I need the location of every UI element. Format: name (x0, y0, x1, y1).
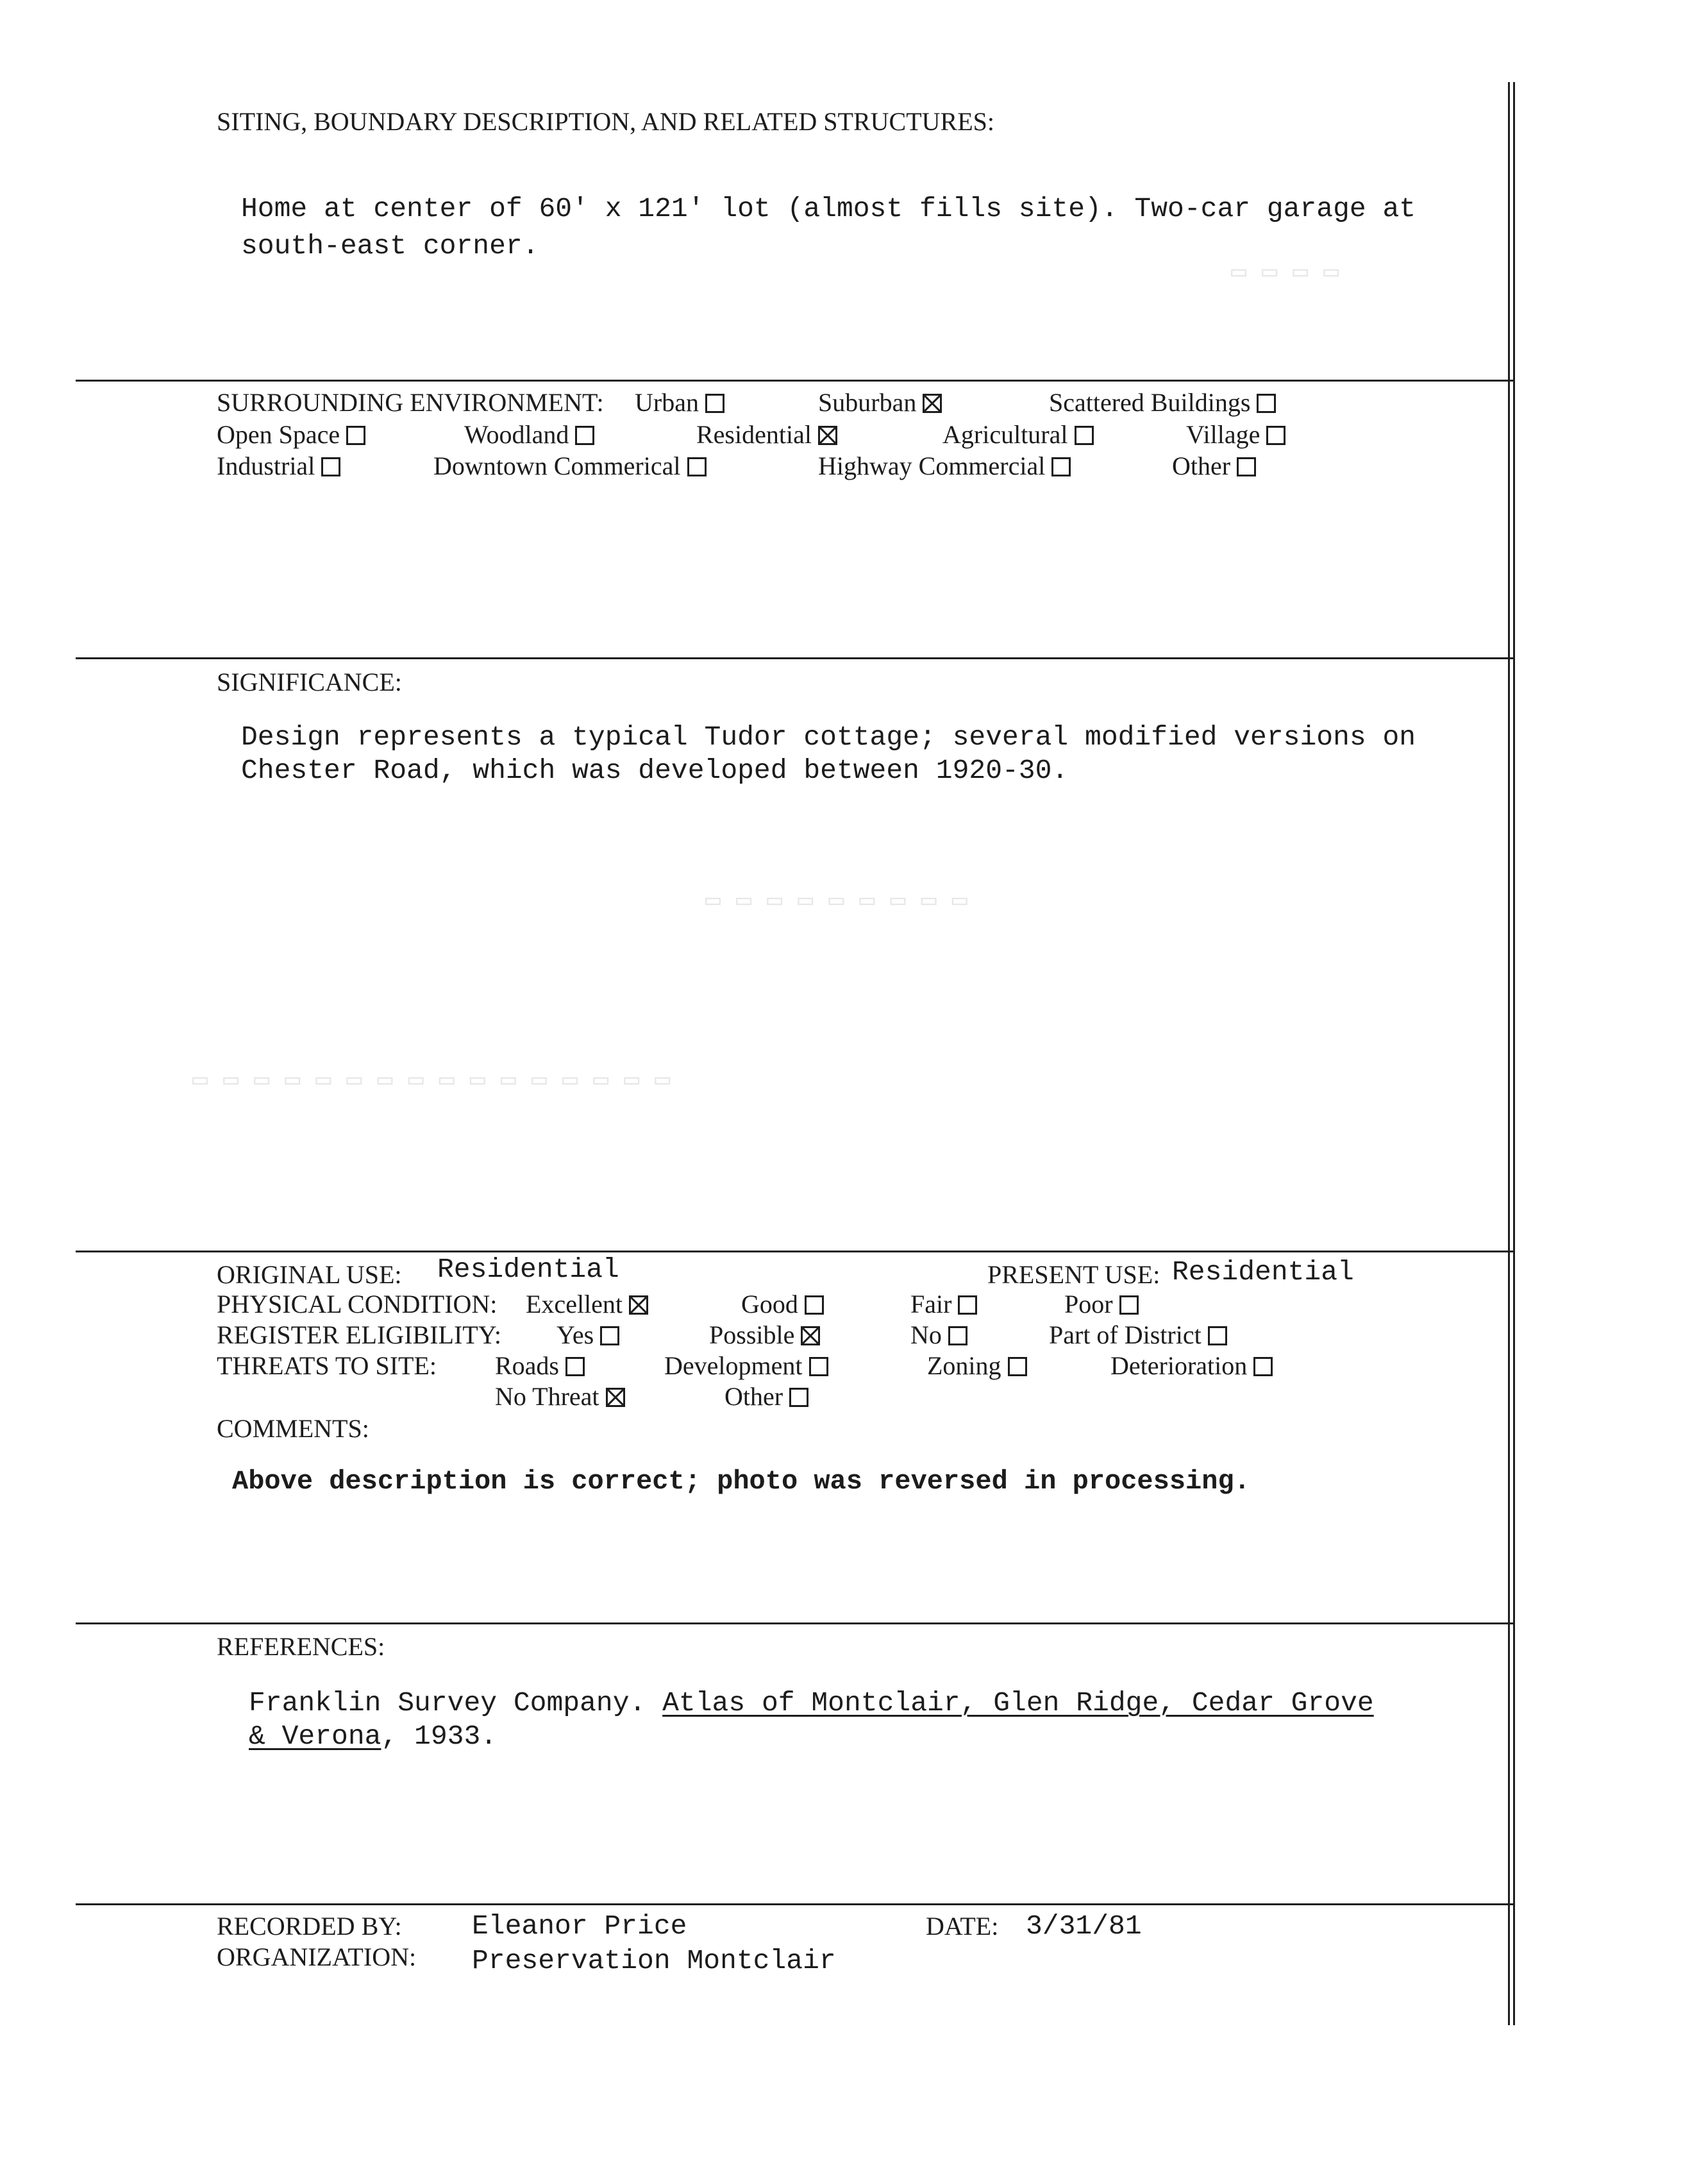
checkbox[interactable] (565, 1357, 585, 1376)
margin-line (1508, 82, 1510, 2025)
option-label: Village (1186, 420, 1260, 449)
siting-text-line-2: south-east corner. (241, 230, 539, 262)
checkbox[interactable] (321, 457, 340, 476)
condition-good[interactable] (741, 1289, 824, 1320)
section-divider (76, 657, 1514, 659)
reference-line-2 (249, 1719, 497, 1755)
checkbox[interactable] (1051, 457, 1071, 476)
option-industrial[interactable] (217, 451, 340, 482)
checkbox[interactable] (1119, 1295, 1139, 1315)
checkbox[interactable] (346, 426, 365, 445)
option-label: Scattered Buildings (1049, 388, 1251, 417)
checkbox[interactable] (809, 1357, 828, 1376)
threats-label: THREATS TO SITE: (217, 1351, 437, 1380)
option-label: Deterioration (1110, 1351, 1248, 1380)
reference-line-1 (249, 1685, 1374, 1721)
option-woodland[interactable] (464, 419, 594, 450)
reference-title: Atlas of Montclair, Glen Ridge, Cedar Grove (662, 1687, 1374, 1719)
bleed-through-mark: ▭ ▭ ▭ ▭ ▭ ▭ ▭ ▭ ▭ ▭ ▭ ▭ ▭ ▭ ▭ ▭ (192, 1067, 671, 1096)
threat-development[interactable] (664, 1351, 828, 1381)
section-divider (76, 1622, 1514, 1624)
condition-fair[interactable] (910, 1289, 977, 1320)
margin-line (1513, 82, 1515, 2025)
recorded-by-value: Eleanor Price (472, 1910, 687, 1942)
section-divider (76, 1903, 1514, 1905)
checkbox[interactable] (818, 426, 837, 445)
checkbox[interactable] (948, 1326, 967, 1345)
section-divider (76, 380, 1514, 382)
recorded-by-label: RECORDED BY: (217, 1912, 402, 1941)
siting-text-line-1: Home at center of 60' x 121' lot (almost fills site). Two-car garage at (241, 193, 1416, 224)
option-label: Other (1172, 451, 1231, 480)
significance-text-line-1: Design represents a typical Tudor cottage; several modified versions on (241, 721, 1416, 753)
checkbox[interactable] (805, 1295, 824, 1315)
threat-roads[interactable] (495, 1351, 585, 1381)
checkbox[interactable] (1237, 457, 1256, 476)
comments-text: Above description is correct; photo was reversed in processing. (232, 1466, 1250, 1497)
option-label: Roads (495, 1351, 559, 1380)
option-label: Woodland (464, 420, 569, 449)
bleed-through-mark: ▭ ▭ ▭ ▭ ▭ ▭ ▭ ▭ ▭ (705, 888, 967, 916)
checkbox[interactable] (1257, 394, 1276, 413)
option-label: Agricultural (942, 420, 1068, 449)
option-label: Residential (696, 420, 812, 449)
reference-author: Franklin Survey Company. (249, 1687, 646, 1719)
option-label: Suburban (818, 388, 917, 417)
option-agricultural[interactable] (942, 419, 1094, 450)
date-value: 3/31/81 (1026, 1910, 1142, 1942)
checkbox[interactable] (629, 1295, 648, 1315)
option-label: Yes (557, 1320, 594, 1349)
date-label: DATE: (926, 1912, 999, 1941)
reference-year: , 1933. (381, 1721, 498, 1752)
option-open-space[interactable] (217, 419, 365, 450)
option-other[interactable] (1172, 451, 1256, 482)
siting-heading: SITING, BOUNDARY DESCRIPTION, AND RELATED STRUCTURES: (217, 107, 995, 136)
option-label: Other (724, 1382, 783, 1411)
organization-value: Preservation Montclair (472, 1945, 836, 1976)
checkbox[interactable] (575, 426, 594, 445)
option-label: Fair (910, 1290, 952, 1318)
eligibility-possible[interactable] (709, 1320, 820, 1351)
eligibility-no[interactable] (910, 1320, 967, 1351)
environment-heading: SURROUNDING ENVIRONMENT: (217, 388, 604, 417)
bleed-through-mark: ▭ ▭ ▭ ▭ (1231, 259, 1339, 288)
checkbox[interactable] (801, 1326, 820, 1345)
option-urban[interactable] (635, 387, 724, 418)
section-divider (76, 1251, 1514, 1252)
condition-poor[interactable] (1064, 1289, 1139, 1320)
option-label: Poor (1064, 1290, 1113, 1318)
option-label: Development (664, 1351, 803, 1380)
checkbox[interactable] (687, 457, 707, 476)
checkbox[interactable] (1008, 1357, 1027, 1376)
eligibility-yes[interactable] (557, 1320, 619, 1351)
option-label: Urban (635, 388, 699, 417)
option-label: No Threat (495, 1382, 599, 1411)
original-use-value: Residential (437, 1254, 619, 1285)
option-label: Good (741, 1290, 798, 1318)
option-label: Excellent (526, 1290, 623, 1318)
option-label: Industrial (217, 451, 315, 480)
option-highway-commercial[interactable] (818, 451, 1071, 482)
threat-other[interactable] (724, 1381, 808, 1412)
condition-excellent[interactable] (526, 1289, 648, 1320)
checkbox[interactable] (789, 1388, 808, 1407)
threat-deterioration[interactable] (1110, 1351, 1273, 1381)
option-residential[interactable] (696, 419, 837, 450)
register-eligibility-label: REGISTER ELIGIBILITY: (217, 1320, 502, 1349)
organization-label: ORGANIZATION: (217, 1942, 417, 1971)
checkbox[interactable] (1208, 1326, 1227, 1345)
option-label: No (910, 1320, 942, 1349)
reference-title-continued: & Verona (249, 1721, 381, 1752)
threat-zoning[interactable] (927, 1351, 1027, 1381)
option-label: Downtown Commerical (433, 451, 681, 480)
checkbox[interactable] (1253, 1357, 1273, 1376)
eligibility-part-of-district[interactable] (1049, 1320, 1227, 1351)
original-use-label: ORIGINAL USE: (217, 1260, 402, 1289)
option-label: Part of District (1049, 1320, 1201, 1349)
present-use-label: PRESENT USE: (987, 1260, 1160, 1289)
option-downtown-commercial[interactable] (433, 451, 707, 482)
checkbox[interactable] (923, 394, 942, 413)
checkbox[interactable] (600, 1326, 619, 1345)
option-label: Highway Commercial (818, 451, 1046, 480)
significance-text-line-2: Chester Road, which was developed between 1920-30. (241, 755, 1069, 786)
checkbox[interactable] (1266, 426, 1285, 445)
significance-heading: SIGNIFICANCE: (217, 668, 402, 696)
threat-no-threat[interactable] (495, 1381, 625, 1412)
present-use-value: Residential (1172, 1256, 1354, 1288)
checkbox[interactable] (1075, 426, 1094, 445)
checkbox[interactable] (606, 1388, 625, 1407)
option-suburban[interactable] (818, 387, 942, 418)
option-village[interactable] (1186, 419, 1285, 450)
option-scattered-buildings[interactable] (1049, 387, 1276, 418)
checkbox[interactable] (958, 1295, 977, 1315)
comments-heading: COMMENTS: (217, 1414, 369, 1443)
option-label: Zoning (927, 1351, 1001, 1380)
checkbox[interactable] (705, 394, 724, 413)
option-label: Open Space (217, 420, 340, 449)
physical-condition-label: PHYSICAL CONDITION: (217, 1290, 498, 1318)
references-heading: REFERENCES: (217, 1632, 385, 1661)
option-label: Possible (709, 1320, 795, 1349)
